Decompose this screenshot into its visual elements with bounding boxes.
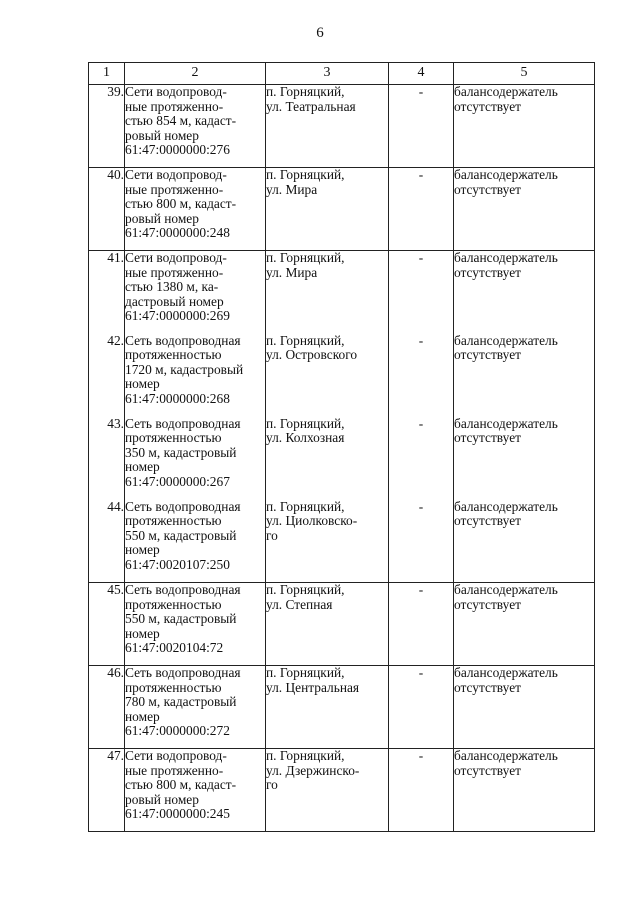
object-name: Сеть водопроводная протяженностью 1720 м, кадастровый номер 61:47:0000000:268 [125, 334, 266, 417]
balance-holder: балансодержатель отсутствует [454, 334, 595, 417]
table-row [89, 583, 595, 666]
table-row [89, 500, 595, 583]
column-4-value: - [389, 666, 454, 749]
object-address: п. Горняцкий, ул. Мира [266, 251, 389, 334]
table-row [89, 749, 595, 832]
balance-holder: балансодержатель отсутствует [454, 417, 595, 500]
object-address: п. Горняцкий, ул. Островского [266, 334, 389, 417]
column-4-value: - [389, 749, 454, 832]
object-address: п. Горняцкий, ул. Циолковско- го [266, 500, 389, 583]
table-row [89, 85, 595, 168]
table-row [89, 251, 595, 334]
column-4-value: - [389, 583, 454, 666]
row-number: 40. [89, 168, 125, 251]
object-address: п. Горняцкий, ул. Центральная [266, 666, 389, 749]
row-number: 41. [89, 251, 125, 334]
object-name: Сеть водопроводная протяженностью 780 м, кадастровый номер 61:47:0000000:272 [125, 666, 266, 749]
column-4-value: - [389, 168, 454, 251]
object-address: п. Горняцкий, ул. Колхозная [266, 417, 389, 500]
registry-table [88, 62, 595, 832]
row-number: 43. [89, 417, 125, 500]
object-address: п. Горняцкий, ул. Дзержинско- го [266, 749, 389, 832]
table-row [89, 417, 595, 500]
object-address: п. Горняцкий, ул. Степная [266, 583, 389, 666]
balance-holder: балансодержатель отсутствует [454, 666, 595, 749]
column-4-value: - [389, 334, 454, 417]
object-name: Сети водопровод- ные протяженно- стью 800 м, кадаст- ровый номер 61:47:0000000:248 [125, 168, 266, 251]
row-number: 45. [89, 583, 125, 666]
balance-holder: балансодержатель отсутствует [454, 500, 595, 583]
object-address: п. Горняцкий, ул. Театральная [266, 85, 389, 168]
balance-holder: балансодержатель отсутствует [454, 583, 595, 666]
object-name: Сети водопровод- ные протяженно- стью 1380 м, ка- дастровый номер 61:47:0000000:269 [125, 251, 266, 334]
table-row [89, 666, 595, 749]
column-4-value: - [389, 500, 454, 583]
object-name: Сеть водопроводная протяженностью 550 м, кадастровый номер 61:47:0020104:72 [125, 583, 266, 666]
table-row [89, 334, 595, 417]
object-name: Сети водопровод- ные протяженно- стью 854 м, кадаст- ровый номер 61:47:0000000:276 [125, 85, 266, 168]
balance-holder: балансодержатель отсутствует [454, 168, 595, 251]
object-name: Сеть водопроводная протяженностью 550 м, кадастровый номер 61:47:0020107:250 [125, 500, 266, 583]
balance-holder: балансодержатель отсутствует [454, 85, 595, 168]
table-header-row [89, 63, 595, 85]
row-number: 47. [89, 749, 125, 832]
object-name: Сеть водопроводная протяженностью 350 м, кадастровый номер 61:47:0000000:267 [125, 417, 266, 500]
balance-holder: балансодержатель отсутствует [454, 251, 595, 334]
object-name: Сети водопровод- ные протяженно- стью 800 м, кадаст- ровый номер 61:47:0000000:245 [125, 749, 266, 832]
table-row [89, 168, 595, 251]
column-header: 5 [454, 63, 595, 85]
balance-holder: балансодержатель отсутствует [454, 749, 595, 832]
column-header: 4 [389, 63, 454, 85]
row-number: 42. [89, 334, 125, 417]
column-4-value: - [389, 85, 454, 168]
column-4-value: - [389, 417, 454, 500]
column-4-value: - [389, 251, 454, 334]
column-header: 2 [125, 63, 266, 85]
row-number: 46. [89, 666, 125, 749]
row-number: 44. [89, 500, 125, 583]
column-header: 1 [89, 63, 125, 85]
row-number: 39. [89, 85, 125, 168]
column-header: 3 [266, 63, 389, 85]
object-address: п. Горняцкий, ул. Мира [266, 168, 389, 251]
page-number: 6 [316, 25, 324, 41]
